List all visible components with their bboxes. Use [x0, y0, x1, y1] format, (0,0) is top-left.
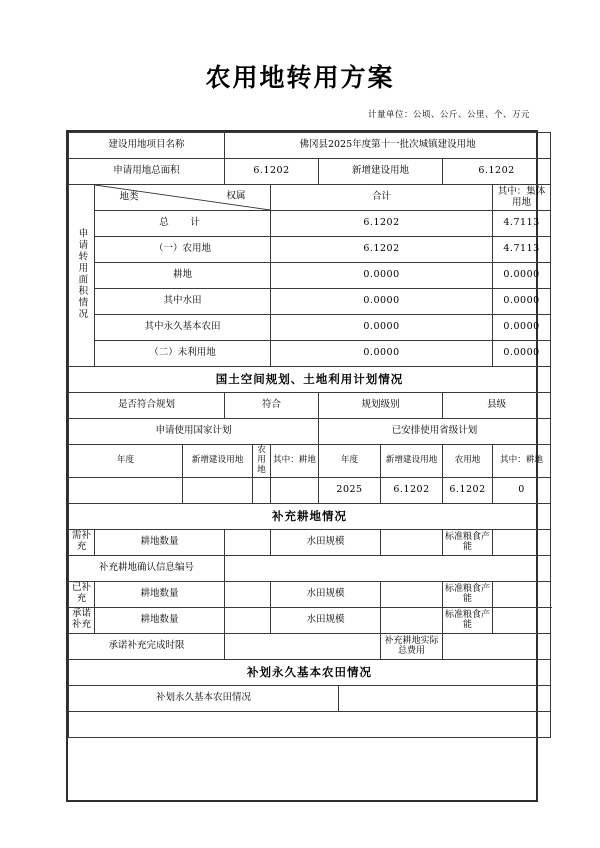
completed-grain-value	[493, 581, 551, 607]
supplement-type-completed: 已补充	[69, 581, 95, 607]
total-cost-value	[443, 633, 551, 659]
land-conversion-form-table	[68, 132, 551, 738]
table-row	[69, 315, 551, 341]
total-area-value: 6.1202	[225, 159, 319, 185]
national-cultivated-header: 其中：耕地	[271, 445, 319, 478]
conform-label: 是否符合规划	[69, 393, 225, 419]
provincial-agricultural-value: 6.1202	[443, 477, 493, 503]
row-label-paddy: 其中水田	[95, 289, 271, 315]
section-header-planning: 国土空间规划、土地利用计划情况	[69, 367, 551, 393]
table-row	[69, 185, 551, 211]
promised-quantity-value	[225, 607, 271, 633]
row-label-agricultural: （一）农用地	[95, 237, 271, 263]
national-new-construction-header: 新增建设用地	[183, 445, 253, 478]
national-agricultural-value	[253, 477, 271, 503]
table-row	[69, 393, 551, 419]
row-value-paddy-collective: 0.0000	[493, 289, 551, 315]
deadline-value	[225, 633, 381, 659]
column-header-collective: 其中：集体用地	[493, 185, 551, 211]
national-year-header: 年度	[69, 445, 183, 478]
row-value-agricultural-collective: 4.7113	[493, 237, 551, 263]
table-row	[69, 263, 551, 289]
total-area-label: 申请用地总面积	[69, 159, 225, 185]
table-row	[69, 133, 551, 159]
completed-quantity-value	[225, 581, 271, 607]
table-row	[69, 419, 551, 445]
total-cost-label: 补充耕地实际总费用	[381, 633, 443, 659]
row-value-total-sum: 6.1202	[271, 211, 493, 237]
completed-grain-label: 标准粮食产能	[443, 581, 493, 607]
row-value-cultivated-collective: 0.0000	[493, 263, 551, 289]
row-value-permanent-farmland-sum: 0.0000	[271, 315, 493, 341]
table-row	[69, 289, 551, 315]
deadline-label: 承诺补充完成时限	[69, 633, 225, 659]
section-header-supplement-cultivated: 补充耕地情况	[69, 503, 551, 529]
required-quantity-value	[225, 529, 271, 555]
new-construction-label: 新增建设用地	[319, 159, 443, 185]
table-row	[69, 237, 551, 263]
conform-value: 符合	[225, 393, 319, 419]
required-grain-value	[493, 529, 551, 555]
landtype-label: 地类	[119, 191, 139, 203]
row-value-permanent-farmland-collective: 0.0000	[493, 315, 551, 341]
table-row	[69, 555, 551, 581]
national-plan-label: 申请使用国家计划	[69, 419, 319, 445]
table-row	[69, 581, 551, 607]
promised-grain-label: 标准粮食产能	[443, 607, 493, 633]
provincial-agricultural-header: 农用地	[443, 445, 493, 478]
table-row	[69, 633, 551, 659]
table-row	[69, 159, 551, 185]
confirm-number-value	[225, 555, 551, 581]
table-row	[69, 341, 551, 367]
table-row	[69, 529, 551, 555]
national-new-construction-value	[183, 477, 253, 503]
row-value-paddy-sum: 0.0000	[271, 289, 493, 315]
column-header-total: 合计	[271, 185, 493, 211]
confirm-number-label: 补充耕地确认信息编号	[69, 555, 225, 581]
row-value-agricultural-sum: 6.1202	[271, 237, 493, 263]
table-row	[69, 607, 551, 633]
conversion-area-vertical-label: 申请转用面积情况	[69, 185, 95, 367]
provincial-new-construction-value: 6.1202	[381, 477, 443, 503]
project-name-label: 建设用地项目名称	[69, 133, 225, 159]
promised-quantity-label: 耕地数量	[95, 607, 225, 633]
page-title: 农用地转用方案	[205, 63, 395, 92]
project-name-value: 佛冈县2025年度第十一批次城镇建设用地	[225, 133, 551, 159]
row-label-cultivated: 耕地	[95, 263, 271, 289]
ownership-label: 权属	[226, 190, 246, 202]
national-cultivated-value	[271, 477, 319, 503]
basic-farmland-row-label: 补划永久基本农田情况	[69, 685, 339, 711]
table-row	[69, 477, 551, 503]
measurement-unit-note: 计量单位：公顷、公斤、公里、个、万元	[367, 110, 530, 120]
promised-paddy-label: 水田规模	[271, 607, 381, 633]
required-quantity-label: 耕地数量	[95, 529, 225, 555]
provincial-plan-label: 已安排使用省级计划	[319, 419, 551, 445]
provincial-cultivated-value: 0	[493, 477, 551, 503]
table-row	[69, 659, 551, 685]
row-value-total-collective: 4.7113	[493, 211, 551, 237]
provincial-new-construction-header: 新增建设用地	[381, 445, 443, 478]
row-value-cultivated-sum: 0.0000	[271, 263, 493, 289]
row-label-total: 总 计	[95, 211, 271, 237]
table-row	[69, 685, 551, 711]
table-row	[69, 211, 551, 237]
national-year-value	[69, 477, 183, 503]
required-paddy-value	[381, 529, 443, 555]
promised-paddy-value	[381, 607, 443, 633]
planning-level-label: 规划级别	[319, 393, 443, 419]
landtype-ownership-diagonal-header	[95, 185, 271, 211]
row-value-unused-sum: 0.0000	[271, 341, 493, 367]
provincial-cultivated-header: 其中：耕地	[493, 445, 551, 478]
required-paddy-label: 水田规模	[271, 529, 381, 555]
row-label-unused: （二）未利用地	[95, 341, 271, 367]
section-header-basic-farmland: 补划永久基本农田情况	[69, 659, 551, 685]
provincial-year-header: 年度	[319, 445, 381, 478]
planning-level-value: 县级	[443, 393, 551, 419]
provincial-year-value: 2025	[319, 477, 381, 503]
notes-area	[69, 711, 551, 737]
completed-paddy-label: 水田规模	[271, 581, 381, 607]
row-label-permanent-farmland: 其中永久基本农田	[95, 315, 271, 341]
table-row	[69, 367, 551, 393]
supplement-type-required: 需补充	[69, 529, 95, 555]
supplement-type-promised: 承诺补充	[69, 607, 95, 633]
row-value-unused-collective: 0.0000	[493, 341, 551, 367]
promised-grain-value	[493, 607, 551, 633]
table-row	[69, 503, 551, 529]
table-row	[69, 711, 551, 737]
required-grain-label: 标准粮食产能	[443, 529, 493, 555]
basic-farmland-row-value	[339, 685, 551, 711]
completed-quantity-label: 耕地数量	[95, 581, 225, 607]
national-agricultural-header: 农用地	[253, 445, 271, 478]
new-construction-value: 6.1202	[443, 159, 551, 185]
completed-paddy-value	[381, 581, 443, 607]
table-row	[69, 445, 551, 478]
